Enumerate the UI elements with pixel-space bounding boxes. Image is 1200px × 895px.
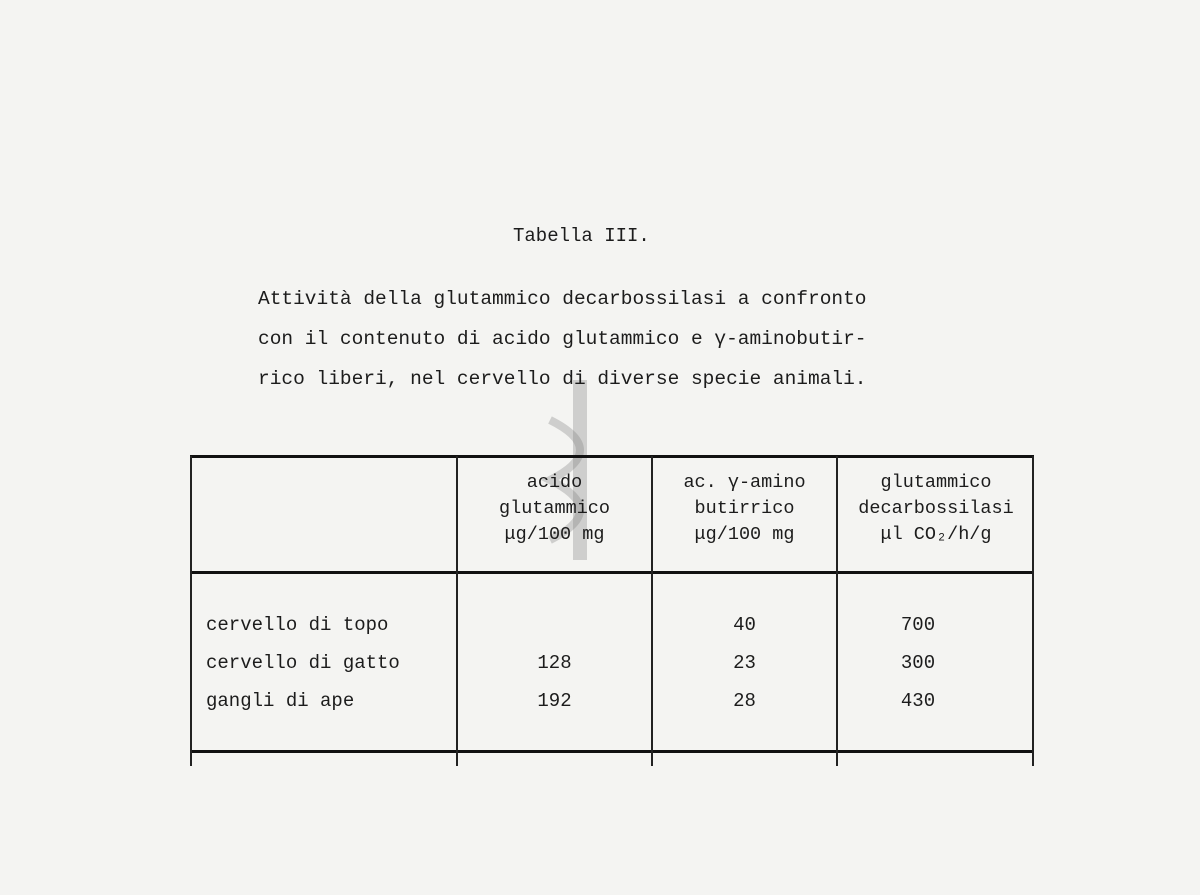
cell-value: 128 — [537, 652, 572, 674]
header-line: butirrico — [694, 498, 795, 519]
header-line: ac. γ-amino — [683, 472, 806, 493]
header-line: acido — [526, 472, 583, 493]
cell-value: 300 — [900, 652, 936, 674]
header-line: μg/100 mg — [694, 524, 795, 545]
cell-value: 430 — [900, 690, 936, 712]
header-line: glutammico — [880, 472, 992, 493]
table-title: Tabella III. — [513, 225, 650, 247]
row-label: cervello di gatto — [206, 652, 400, 674]
column-rule — [190, 456, 192, 766]
table-top-rule — [190, 455, 1034, 458]
header-gaba — [653, 470, 836, 548]
caption-line: con il contenuto di acido glutammico e γ-aminobutir- — [258, 328, 867, 350]
header-line: glutammico — [498, 498, 611, 519]
row-label: gangli di ape — [206, 690, 355, 712]
cell-value: 23 — [733, 652, 756, 674]
cell-value: 700 — [900, 614, 936, 636]
caption-line: Attività della glutammico decarbossilasi a confronto — [258, 288, 867, 310]
table-bottom-rule — [190, 750, 1034, 753]
header-acido-glutammico — [458, 470, 651, 548]
row-label: cervello di topo — [206, 614, 389, 636]
caption-line: rico liberi, nel cervello di diverse specie animali. — [258, 368, 867, 390]
header-line: decarbossilasi — [858, 498, 1014, 519]
cell-value: 28 — [733, 690, 756, 712]
header-line: μg/100 mg — [504, 524, 605, 545]
cell-value: 192 — [537, 690, 572, 712]
header-line: μl CO₂/h/g — [880, 524, 992, 545]
header-decarbossilasi — [838, 470, 1034, 548]
cell-value: 40 — [733, 614, 756, 636]
header-rule — [190, 571, 1034, 574]
